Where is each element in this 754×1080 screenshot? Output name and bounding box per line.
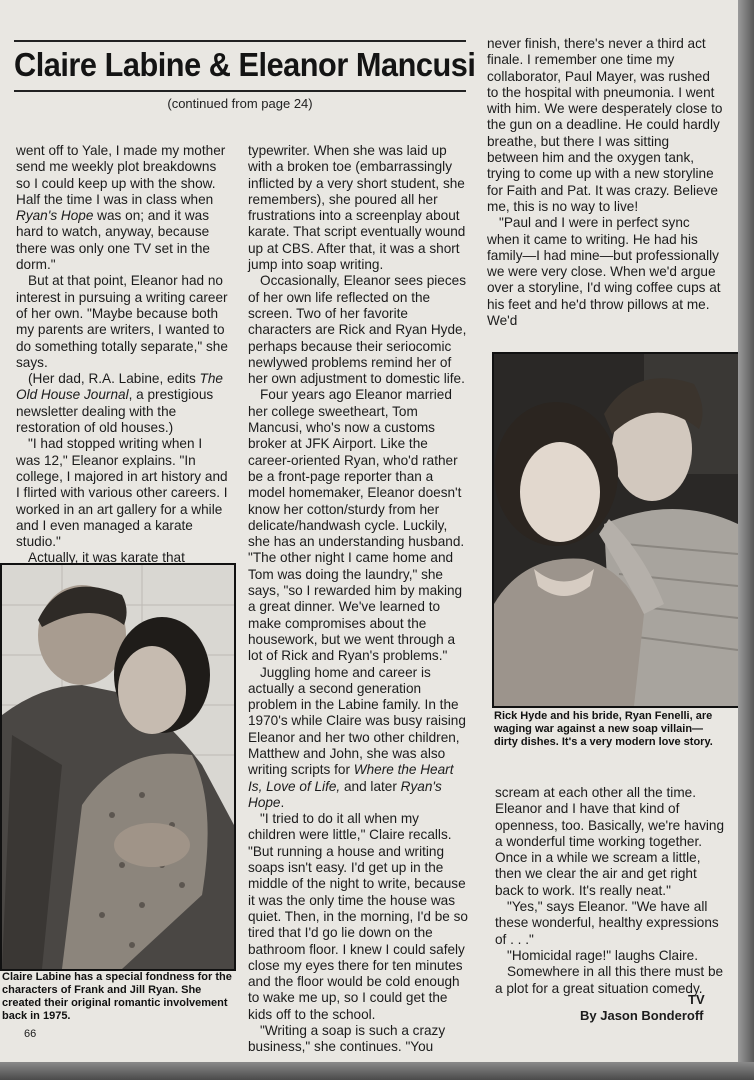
- paragraph: "Yes," says Eleanor. "We have all these wonderful, healthy expressions of . . .": [495, 899, 719, 947]
- text-run: went off to Yale, I made my mother send me weekly plot breakdowns so I could keep up with the show. Half the time I was in class when: [16, 143, 226, 207]
- paragraph: [248, 665, 470, 812]
- continued-note: (continued from page 24): [167, 96, 313, 111]
- byline: By Jason Bonderoff: [580, 1008, 704, 1023]
- text-run: Juggling home and career is actually a second generation problem in the Labine family. In the 1970's while Claire was busy raising Eleanor and her two other children, Matthew and John, she was also writing scripts for: [248, 664, 466, 778]
- page-edge-shadow: [738, 0, 754, 1080]
- text-column-2: [248, 143, 470, 1055]
- paragraph: "Paul and I were in perfect sync when it came to writing. He had his family—I had mine—but professionally we were very close. When we'd argue over a storyline, I'd wing coffee cups at his feet and he'd throw pillows at me. We'd: [487, 215, 721, 329]
- photo-frank-jill-ryan: [0, 563, 236, 971]
- paragraph: Actually, it was karate that: [28, 550, 185, 566]
- paragraph: [16, 371, 230, 436]
- text-run: was on; and it was hard to watch, anyway, because there was only one TV set in the dorm.": [16, 208, 210, 273]
- headline-top-rule: [14, 40, 466, 42]
- paragraph: "Homicidal rage!" laughs Claire.: [507, 947, 698, 963]
- text-column-3-top: [487, 36, 723, 346]
- page-number: 66: [24, 1028, 37, 1040]
- paragraph: But at that point, Eleanor had no interest in pursuing a writing career of her own. "Maybe because both my parents are writers, I wanted to do something totally separate," she says.: [16, 273, 228, 370]
- text-column-3-bottom: [495, 785, 727, 1015]
- text-column-1: [16, 143, 230, 566]
- paragraph: Somewhere in all this there must be a plot for a great situation comedy.: [495, 964, 724, 996]
- paragraph: [16, 143, 230, 273]
- paragraph: scream at each other all the time. Eleanor and I have that kind of openness, too. Basically, we're having a wonderful time working together. Once in a while we scream a little, then we clear the air and get right back to work. It's really neat.": [495, 785, 725, 898]
- paragraph: "I had stopped writing when I was 12," Eleanor explains. "In college, I majored in art history and I flirted with various other careers. I worked in an art gallery for a while and I even managed a karate studio.": [16, 436, 228, 550]
- show-title: Where the Heart Is, Love of Life,: [248, 762, 454, 794]
- paragraph: "I tried to do it all when my children were little," Claire recalls. "But running a house and writing soaps isn't easy. I'd get up in the middle of the night to write, because it was the only time the house was quiet. Then, in the morning, I'd be so tired that I'd go lie down on the bathroom floor. I knew I could safely close my eyes there for ten minutes and the floor would be cold enough to wake me up, so I could get the kids off to the school.: [248, 811, 468, 1022]
- show-title: Ryan's Hope: [248, 778, 442, 810]
- page-edge-shadow: [0, 1062, 754, 1080]
- paragraph: "Writing a soap is such a crazy business," she continues. "You: [248, 1023, 446, 1055]
- right-photo-caption: Rick Hyde and his bride, Ryan Fenelli, are waging war against a new soap villain—dirty dishes. It's a very modern love story.: [494, 710, 713, 748]
- couple-photo-illustration: [2, 565, 234, 969]
- paragraph: Occasionally, Eleanor sees pieces of her own life reflected on the screen. Two of her favorite characters are Rick and Ryan Hyde, perhaps because their seriocomic newlywed problems remind her of her own adjustment to domestic life.: [248, 273, 467, 387]
- text-run: (Her dad, R.A. Labine, edits: [28, 371, 200, 387]
- paragraph: Four years ago Eleanor married her college sweetheart, Tom Mancusi, who's now a customs broker at JFK Airport. Like the career-oriented Ryan, who'd rather be a front-page reporter than a model homemaker, Eleanor doesn't know her cotton/sturdy from her delicate/handwash cycle. Luckily, she has an understanding husband. "The other night I came home and Tom was doing the laundry," she says, "so I rewarded him by making a great dinner. We've learned to make compromises about the housework, but we went through a lot of Rick and Ryan's problems.": [248, 387, 465, 664]
- publication-title: The Old House Journal: [16, 371, 223, 403]
- paragraph: typewriter. When she was laid up with a broken toe (embarrassingly inflicted by a very short student, she remembers), she poured all her frustrations into a screenplay about karate. That script eventually wound up at CBS. After that, it was a short jump into soap writing.: [248, 143, 466, 273]
- text-run: , a prestigious newsletter dealing with the restoration of old houses.): [16, 387, 214, 436]
- paragraph: never finish, there's never a third act finale. I remember one time my collaborator, Paul Mayer, was rushed to the hospital with pneumonia. I went with him. We were desperately close to the gun on a deadline. He could hardly breathe, but there I was sitting between him and the oxygen tank, trying to come up with a new storyline for Faith and Pat. It was crazy. Believe me, this is no way to live!: [487, 36, 723, 214]
- photo-rick-ryan-hyde: [492, 352, 740, 708]
- page-title: Claire Labine & Eleanor Mancusi: [14, 46, 476, 83]
- text-run: and later: [340, 778, 401, 794]
- section-tag: TV: [688, 992, 705, 1007]
- text-run: .: [280, 794, 285, 810]
- left-photo-caption: Claire Labine has a special fondness for the characters of Frank and Jill Ryan. She created their original romantic involvement back in 1975.: [2, 971, 232, 1022]
- show-title: Ryan's Hope: [16, 208, 94, 224]
- headline-bottom-rule: [14, 90, 466, 92]
- couple-photo-illustration: [494, 354, 738, 706]
